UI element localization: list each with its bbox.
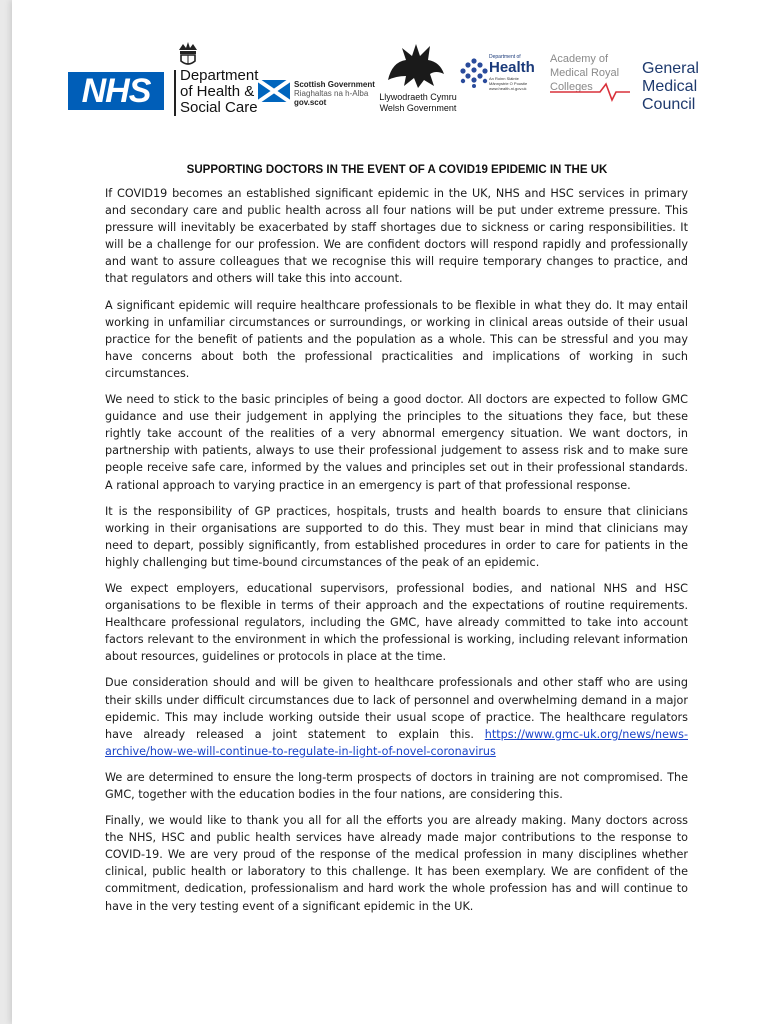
document-title: SUPPORTING DOCTORS IN THE EVENT OF A COVID19 EPIDEMIC IN THE UK <box>186 164 608 176</box>
welsh-line: Welsh Government <box>379 103 457 113</box>
scot-line: gov.scot <box>294 98 327 107</box>
paragraph: A significant epidemic will require healthcare professionals to be flexible in what they do. It may entail working in unfamiliar circumstances or surroundings, or working in clinical areas outside of their usual practice for the benefit of patients and the population as a whole. This can be stressful and you may have concerns about both the professional practicalities and implications of working in such circumstances. <box>105 298 688 380</box>
heartbeat-line-icon <box>550 82 630 102</box>
gmc-line: Council <box>642 96 696 113</box>
paragraph-text: Due consideration should and will be given to healthcare professionals and other staff who are using their skills under difficult circumstances due to lack of personnel and overwhelming demand in a major epidemic. This may include working outside their usual scope of practice. The healthcare regulators have already released a joint statement to explain this. <box>105 676 688 741</box>
scot-line: Riaghaltas na h-Alba <box>294 89 369 98</box>
welsh-line: Llywodraeth Cymru <box>379 92 457 102</box>
welsh-dragon-icon <box>382 40 452 92</box>
paragraph: If COVID19 becomes an established significant epidemic in the UK, NHS and HSC services in primary and secondary care and public health across all four nations will be put under extreme pressure. This pressure will inevitably be exacerbated by staff shortages due to sickness or caring responsibilities. It will be a challenge for our profession. We are confident doctors will respond rapidly and professionally and want to assure colleagues that we recognise this will require temporary changes to practice, and that regulators and others will take this into account. <box>105 187 688 286</box>
saltire-flag-icon <box>258 80 290 102</box>
paragraph: It is the responsibility of GP practices, hospitals, trusts and health boards to ensure that clinicians working in their organisations are supported to do this. They must bear in mind that clinicians may need to depart, possibly significantly, from established procedures in order to care for patients in the highly challenging but time-bound circumstances of the peak of an epidemic. <box>105 504 688 569</box>
dohni-main: Health <box>489 59 535 76</box>
scottish-government-logo-text <box>294 80 375 107</box>
document-body <box>105 185 688 924</box>
paragraph: We are determined to ensure the long-term prospects of doctors in training are not compromised. The GMC, together with the education bodies in the four nations, are considering this. <box>105 770 688 801</box>
dhsc-line: of Health & <box>180 83 255 100</box>
dohni-url: www.health-ni.gov.uk <box>489 86 527 91</box>
gmc-line: Medical <box>642 78 698 95</box>
dohni-irish: An Roinn Sláinte <box>489 76 519 81</box>
dohni-dots-icon <box>460 58 488 88</box>
document-page <box>12 0 781 1024</box>
paragraph: We expect employers, educational supervisors, professional bodies, and national NHS and HSC organisations to be flexible in terms of their approach and the expectations of routine requirements. Healthcare professional regulators, including the GMC, have already committed to take into account factors relevant to the environment in which the professional is working, including relevant information about resources, guidelines or protocols in place at the time. <box>105 581 688 664</box>
scot-line: Scottish Government <box>294 80 375 89</box>
amrc-line: Medical Royal <box>550 67 620 79</box>
welsh-government-logo-text <box>378 92 458 114</box>
dhsc-line: Social Care <box>180 99 258 116</box>
dhsc-line: Department <box>180 67 259 84</box>
gmc-logo-text <box>642 60 699 114</box>
paragraph: We need to stick to the basic principles of being a good doctor. All doctors are expected to follow GMC guidance and use their judgement in applying the principles to the situations they face, but these rightly take account of the realities of a very abnormal emergency situation. We want doctors, in partnership with patients, always to use their professional judgement to assess risk and to make sure people receive safe care, informed by the values and principles set out in their professional standards. A rational approach to varying practice in an emergency is part of that professional response. <box>105 393 688 492</box>
dhsc-logo-text <box>180 68 258 116</box>
amrc-line: Colleges <box>550 81 593 93</box>
nhs-logo: NHS <box>68 72 164 110</box>
royal-crest-icon <box>175 40 201 68</box>
paragraph: Finally, we would like to thank you all for all the efforts you are already making. Many doctors across the NHS, HSC and public health services have already made major contributions to the response to COVID-19. We are very proud of the response of the medical profession in many disciplines whether clinical, public health or laboratory to this challenge. It has been exemplary. We are confident of the commitment, dedication, professionalism and hard work the whole profession has and will continue to have in the very testing event of a significant epidemic in the UK. <box>105 814 688 913</box>
gmc-line: General <box>642 60 699 77</box>
dohni-logo-text <box>489 54 535 91</box>
paragraph <box>105 674 688 759</box>
dohni-ulster: Männystrie O Poustie <box>489 81 528 86</box>
dohni-top: Department of <box>489 54 521 60</box>
amrc-line: Academy of <box>550 53 609 65</box>
gmc-news-link[interactable]: https://www.gmc-uk.org/news/news-archive/how-we-will-continue-to-regulate-in-light-of-novel-coronavirus <box>105 727 688 758</box>
dhsc-rule <box>174 70 176 116</box>
logo-banner <box>12 0 781 150</box>
